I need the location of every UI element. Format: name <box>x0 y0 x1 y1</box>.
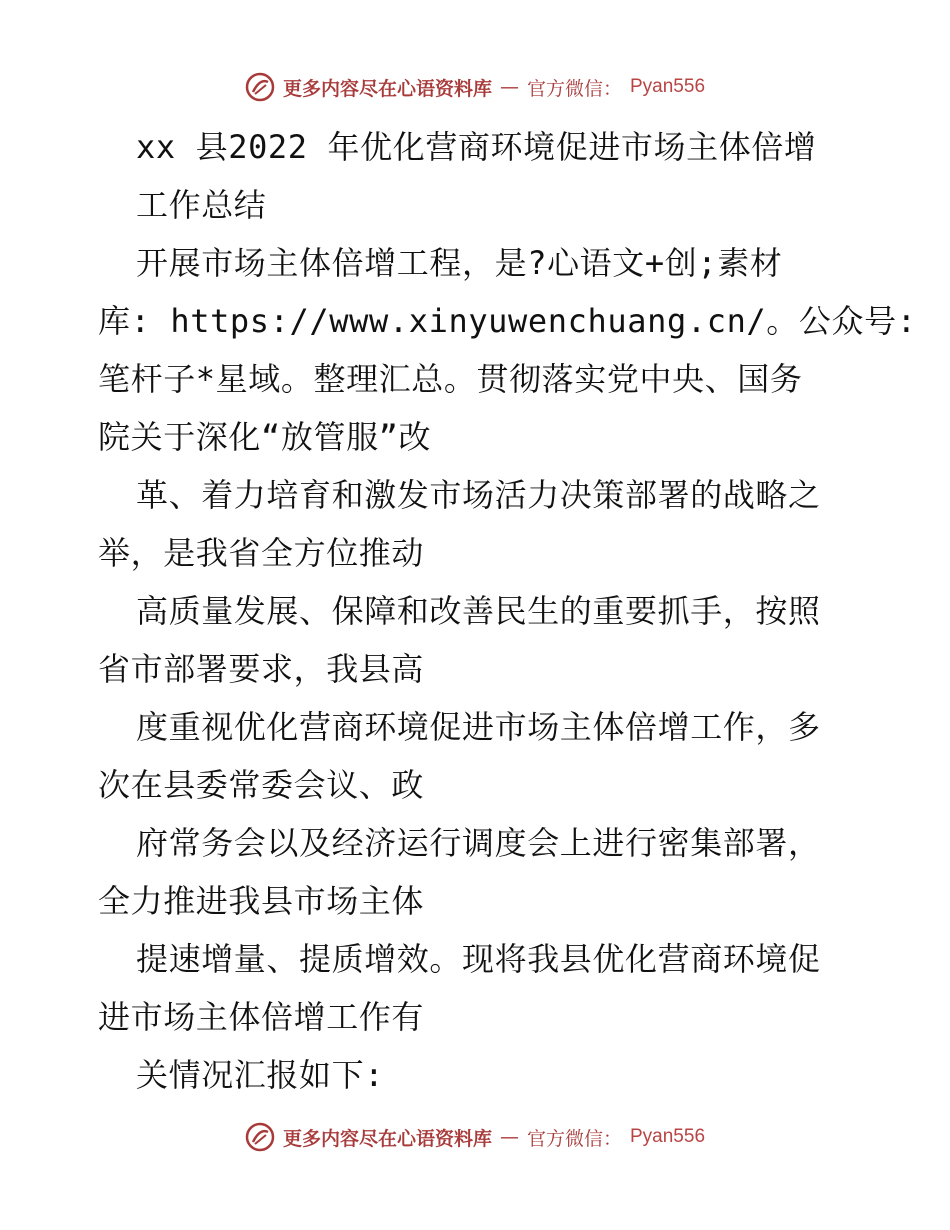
seal-logo-icon <box>245 72 275 102</box>
paragraph-line: 进市场主体倍增工作有 <box>98 998 425 1036</box>
paragraph-line: 全力推进我县市场主体 <box>98 882 425 920</box>
title-line-2: 工作总结 <box>136 186 267 224</box>
watermark-wechat-label: 官方微信： <box>526 77 622 100</box>
paragraph-line: 革、着力培育和激发市场活力决策部署的战略之 <box>136 476 821 514</box>
paragraph-line: 关情况汇报如下: <box>136 1056 385 1094</box>
watermark-wechat-id: Pyan556 <box>630 1126 706 1147</box>
paragraph-line: 高质量发展、保障和改善民生的重要抓手，按照 <box>136 592 821 630</box>
paragraph-line: 院关于深化“放管服”改 <box>98 418 432 456</box>
seal-logo-icon <box>245 1122 275 1152</box>
watermark-banner-top <box>0 72 950 102</box>
watermark-wechat-id: Pyan556 <box>630 76 706 97</box>
paragraph-line: 次在县委常委会议、政 <box>98 766 425 804</box>
paragraph-line: 省市部署要求，我县高 <box>98 650 425 688</box>
watermark-banner-bottom <box>0 1122 950 1152</box>
paragraph-line: 度重视优化营商环境促进市场主体倍增工作，多 <box>136 708 821 746</box>
watermark-text: 更多内容尽在心语资料库 <box>282 1127 492 1150</box>
paragraph-line: 开展市场主体倍增工程，是?心语文+创;素材 <box>136 244 783 282</box>
watermark-text: 更多内容尽在心语资料库 <box>282 77 492 100</box>
paragraph-line: 库: https://www.xinyuwenchuang.cn/。公众号: <box>98 302 917 340</box>
watermark-separator: — <box>499 1126 519 1148</box>
paragraph-line: 提速增量、提质增效。现将我县优化营商环境促 <box>136 940 821 978</box>
watermark-separator: — <box>499 76 519 98</box>
paragraph-line: 笔杆子*星域。整理汇总。贯彻落实党中央、国务 <box>98 360 803 398</box>
paragraph-line: 府常务会以及经济运行调度会上进行密集部署， <box>136 824 821 862</box>
title-line-1: xx 县2022 年优化营商环境促进市场主体倍增 <box>136 128 817 166</box>
document-body <box>98 118 917 1104</box>
paragraph-line: 举，是我省全方位推动 <box>98 534 425 572</box>
watermark-wechat-label: 官方微信： <box>526 1127 622 1150</box>
